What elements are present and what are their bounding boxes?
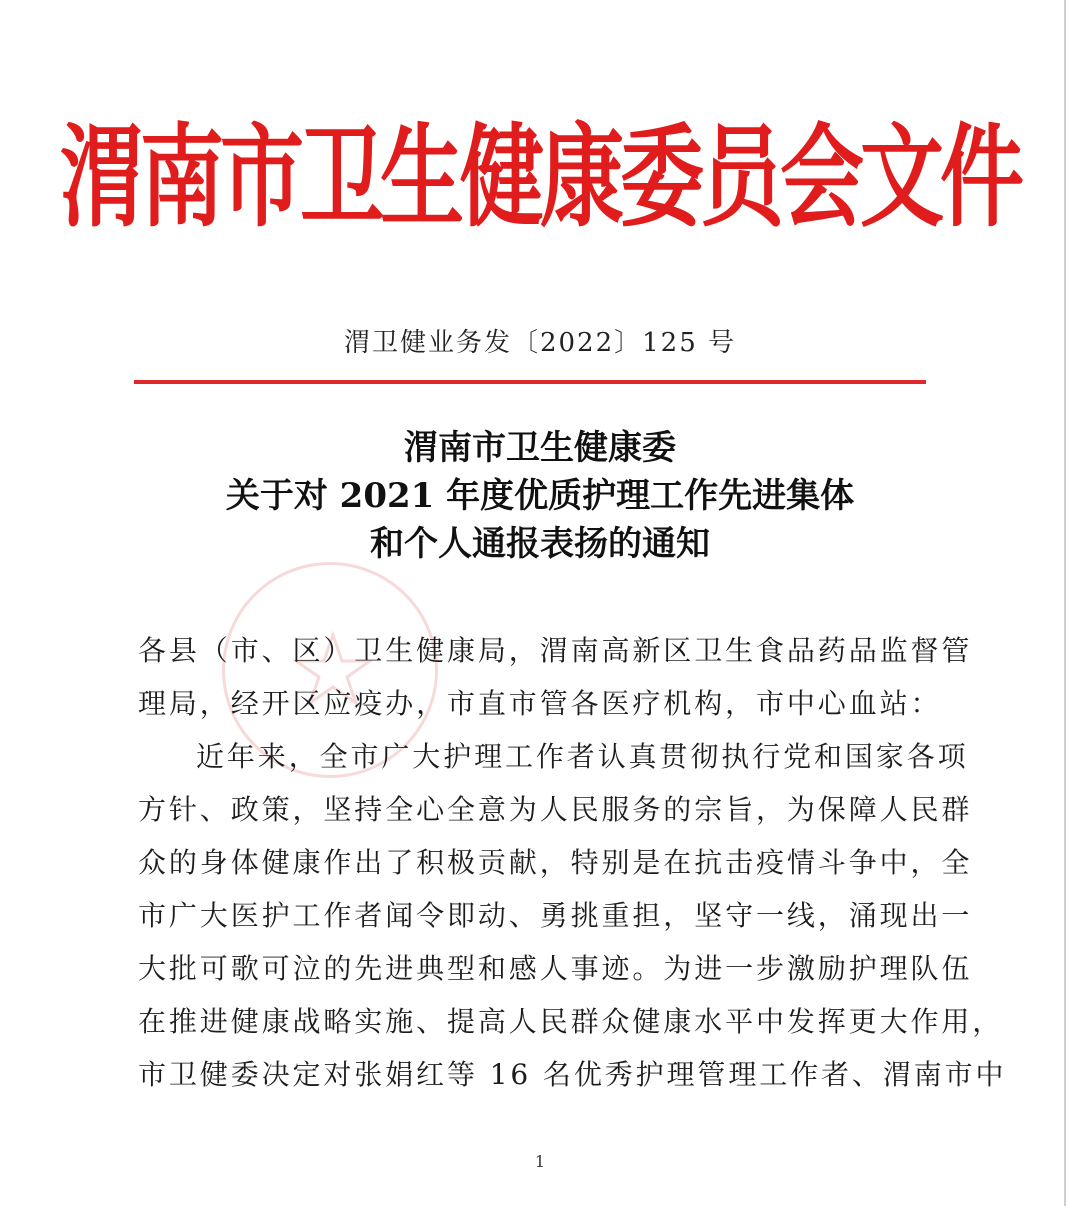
body-line-5: 众的身体健康作出了积极贡献，特别是在抗击疫情斗争中，全 [138,846,973,879]
notice-title-line-1: 渭南市卫生健康委 [404,428,676,468]
body-line-1: 各县（市、区）卫生健康局，渭南高新区卫生食品药品监督管 [138,634,973,667]
notice-body [138,624,1007,1101]
page-number: 1 [534,1152,546,1171]
body-line-4: 方针、政策，坚持全心全意为人民服务的宗旨，为保障人民群 [138,793,973,826]
document-number: 渭卫健业务发〔2022〕125 号 [343,328,737,358]
body-line-8: 在推进健康战略实施、提高人民群众健康水平中发挥更大作用， [138,1005,1004,1038]
notice-title-line-3: 和个人通报表扬的通知 [370,524,710,564]
body-line-3: 近年来，全市广大护理工作者认真贯彻执行党和国家各项 [196,740,969,773]
notice-title-line-2: 关于对 2021 年度优质护理工作先进集体 [225,476,855,516]
body-line-6: 市广大医护工作者闻令即动、勇挑重担，坚守一线，涌现出一 [138,899,973,932]
body-line-9: 市卫健委决定对张娟红等 16 名优秀护理管理工作者、渭南市中 [138,1058,1007,1091]
notice-title [0,424,1080,568]
body-line-7: 大批可歌可泣的先进典型和感人事迹。为进一步激励护理队伍 [138,952,973,985]
body-line-2: 理局，经开区应疫办，市直市管各医疗机构，市中心血站： [138,687,942,720]
page-edge-shadow [1064,0,1066,1206]
agency-red-header: 渭南市卫生健康委员会文件 [60,112,1021,242]
red-divider-line [134,380,926,384]
